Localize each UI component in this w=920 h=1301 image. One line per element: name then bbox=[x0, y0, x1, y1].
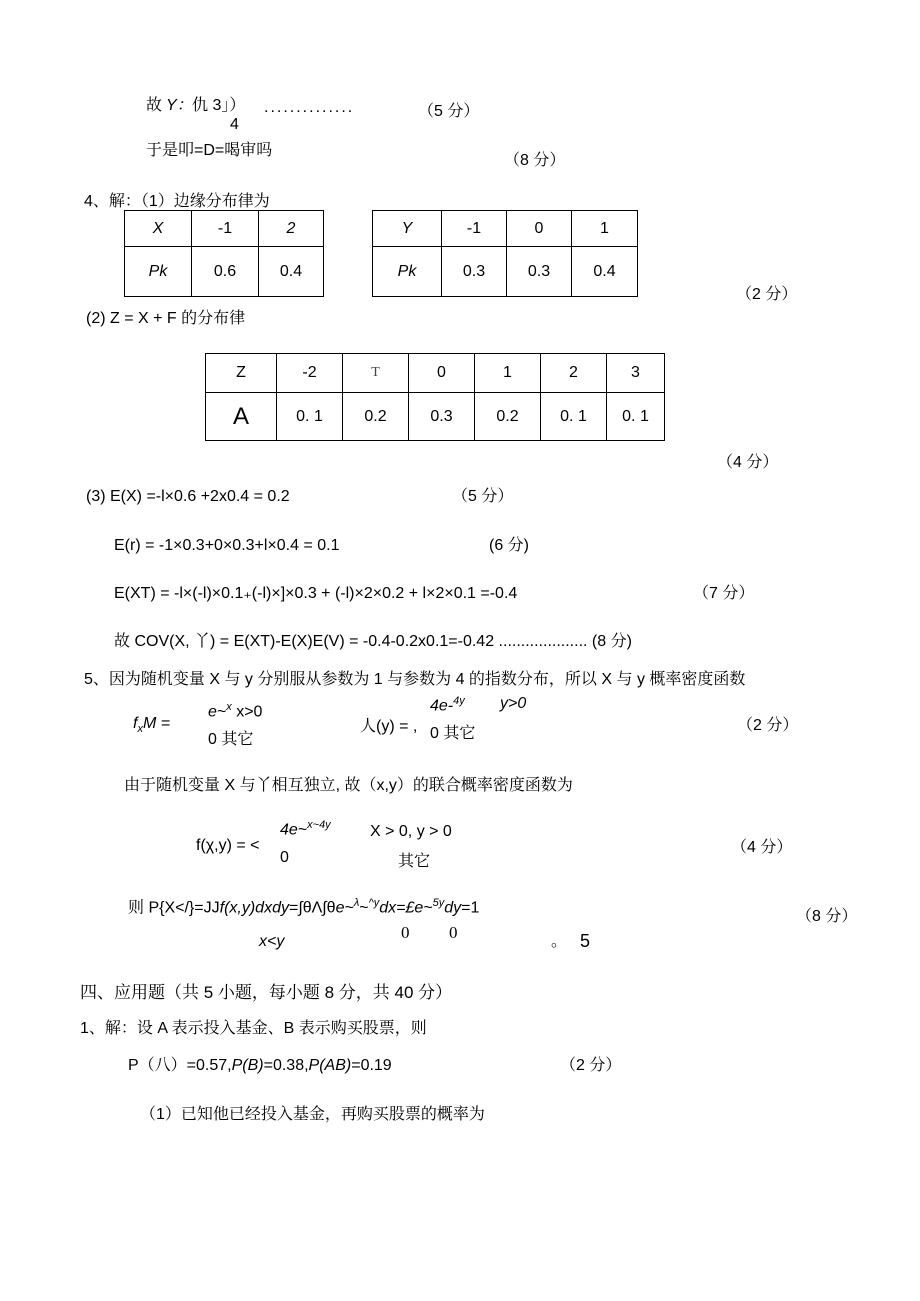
text-formula-fragment: 仇 3」） bbox=[192, 97, 246, 114]
q4-title: 4、解：（1）边缘分布律为 bbox=[84, 193, 270, 210]
table-cell: 2 bbox=[541, 354, 607, 393]
independence-text: 由于随机变量 X 与丫相互独立, 故（x,y）的联合概率密度函数为 bbox=[124, 777, 573, 794]
score-2: （2 分） bbox=[736, 286, 798, 303]
table-cell: Z bbox=[206, 354, 277, 393]
fy-case-1: 4e-$^{4y}$ bbox=[430, 695, 465, 715]
table-cell: Y bbox=[373, 211, 442, 247]
table-cell: -2 bbox=[277, 354, 343, 393]
lower-limit-1: 0 bbox=[401, 923, 410, 942]
section-4-sub1: （1）已知他已经投入基金，再购买股票的概率为 bbox=[140, 1106, 485, 1123]
period-mark: 。 bbox=[551, 933, 568, 950]
table-z-distribution bbox=[205, 353, 665, 441]
fy-case-1-condition: y>0 bbox=[500, 695, 527, 712]
table-cell: A bbox=[206, 393, 277, 441]
fraction-denominator: 4 bbox=[230, 116, 239, 133]
fx-label: $f_xM$ = bbox=[133, 715, 171, 736]
table-cell: Pk bbox=[373, 247, 442, 297]
score-8: （8 分） bbox=[504, 152, 566, 169]
table-cell: 0.3 bbox=[442, 247, 507, 297]
score-6: (6 分) bbox=[489, 537, 530, 554]
joint-case-1-condition: X > 0, y > 0 bbox=[370, 823, 452, 840]
score-8b: （8 分） bbox=[796, 908, 858, 925]
table-cell: 0 bbox=[507, 211, 572, 247]
text-line-2: 于是叩=D=喝审吗 bbox=[146, 142, 273, 159]
table-cell: 0.4 bbox=[259, 247, 324, 297]
table-cell: 0.3 bbox=[507, 247, 572, 297]
fx-case-2: 0 其它 bbox=[208, 731, 254, 748]
table-cell: Pk bbox=[125, 247, 192, 297]
table-cell: 0 bbox=[409, 354, 475, 393]
section-4-q1: 1、解：设 A 表示投入基金、B 表示购买股票，则 bbox=[80, 1020, 427, 1037]
expectation-xy: E(XT) = -l×(-l)×0.1₊(-l)×]×0.3 + (-l)×2×0.2 + l×2×0.1 =-0.4 bbox=[114, 585, 518, 602]
integration-region: x<y bbox=[259, 933, 285, 950]
table-cell: T bbox=[343, 354, 409, 393]
table-cell: 0. 1 bbox=[277, 393, 343, 441]
score-7: （7 分） bbox=[693, 585, 755, 602]
table-cell: 0. 1 bbox=[607, 393, 665, 441]
q4-part-3: (3) E(X) =-l×0.6 +2x0.4 = 0.2 bbox=[86, 488, 290, 505]
score-2c: （2 分） bbox=[560, 1057, 622, 1074]
fy-label: 人(y) = , bbox=[360, 718, 418, 735]
text-gu: 故 bbox=[146, 97, 163, 114]
table-cell: 0.3 bbox=[409, 393, 475, 441]
score-5: （5 分） bbox=[418, 103, 480, 120]
table-cell: 1 bbox=[572, 211, 638, 247]
score-4b: （4 分） bbox=[731, 839, 793, 856]
q5-intro: 5、因为随机变量 X 与 y 分别服从参数为 1 与参数为 4 的指数分布，所以 X 与 y 概率密度函数 bbox=[84, 671, 746, 688]
table-cell: -1 bbox=[442, 211, 507, 247]
table-cell: 0. 1 bbox=[541, 393, 607, 441]
covariance-line: 故 COV(X, 丫) = E(XT)-E(X)E(V) = -0.4-0.2x0.1=-0.42 .................... (8 分) bbox=[114, 633, 632, 650]
table-cell: 2 bbox=[259, 211, 324, 247]
expectation-y: E(r) = -1×0.3+0×0.3+l×0.4 = 0.1 bbox=[114, 537, 340, 554]
table-x-distribution bbox=[124, 210, 324, 297]
table-cell: X bbox=[125, 211, 192, 247]
table-cell: 0.2 bbox=[475, 393, 541, 441]
probability-values: P（八）=0.57,P(B)=0.38,P(AB)=0.19 bbox=[128, 1057, 392, 1074]
table-cell: 3 bbox=[607, 354, 665, 393]
joint-case-1: 4e~$^{x\sim 4y}$ bbox=[280, 819, 331, 839]
score-4: （4 分） bbox=[717, 454, 779, 471]
probability-formula: 则 P{X</}=JJf(x,y)dxdy=∫θΛ∫θe~$^\lambda$~$^{\^{}y}$dx=£e~$^{5y}$dy=1 bbox=[128, 897, 480, 917]
table-cell: 0.6 bbox=[192, 247, 259, 297]
table-y-distribution bbox=[372, 210, 638, 297]
text-y-colon: Y： bbox=[166, 97, 193, 114]
lower-limit-2: 0 bbox=[449, 923, 458, 942]
joint-case-2: 0 bbox=[280, 849, 289, 866]
q4-part-2: (2) Z = X + F 的分布律 bbox=[86, 310, 246, 327]
table-cell: 0.4 bbox=[572, 247, 638, 297]
fraction-denominator-5: 5 bbox=[580, 931, 591, 951]
section-4-title: 四、应用题（共 5 小题，每小题 8 分，共 40 分） bbox=[80, 983, 453, 1002]
fx-case-1: e~$^x$ x>0 bbox=[208, 701, 263, 721]
table-cell: 1 bbox=[475, 354, 541, 393]
joint-label: f(χ,y) = < bbox=[196, 837, 260, 854]
table-cell: 0.2 bbox=[343, 393, 409, 441]
joint-case-2-condition: 其它 bbox=[398, 853, 431, 870]
score-5b: （5 分） bbox=[452, 488, 514, 505]
fy-case-2: 0 其它 bbox=[430, 725, 476, 742]
leader-dots: .............. bbox=[264, 99, 355, 116]
table-cell: -1 bbox=[192, 211, 259, 247]
score-2b: （2 分） bbox=[737, 717, 799, 734]
